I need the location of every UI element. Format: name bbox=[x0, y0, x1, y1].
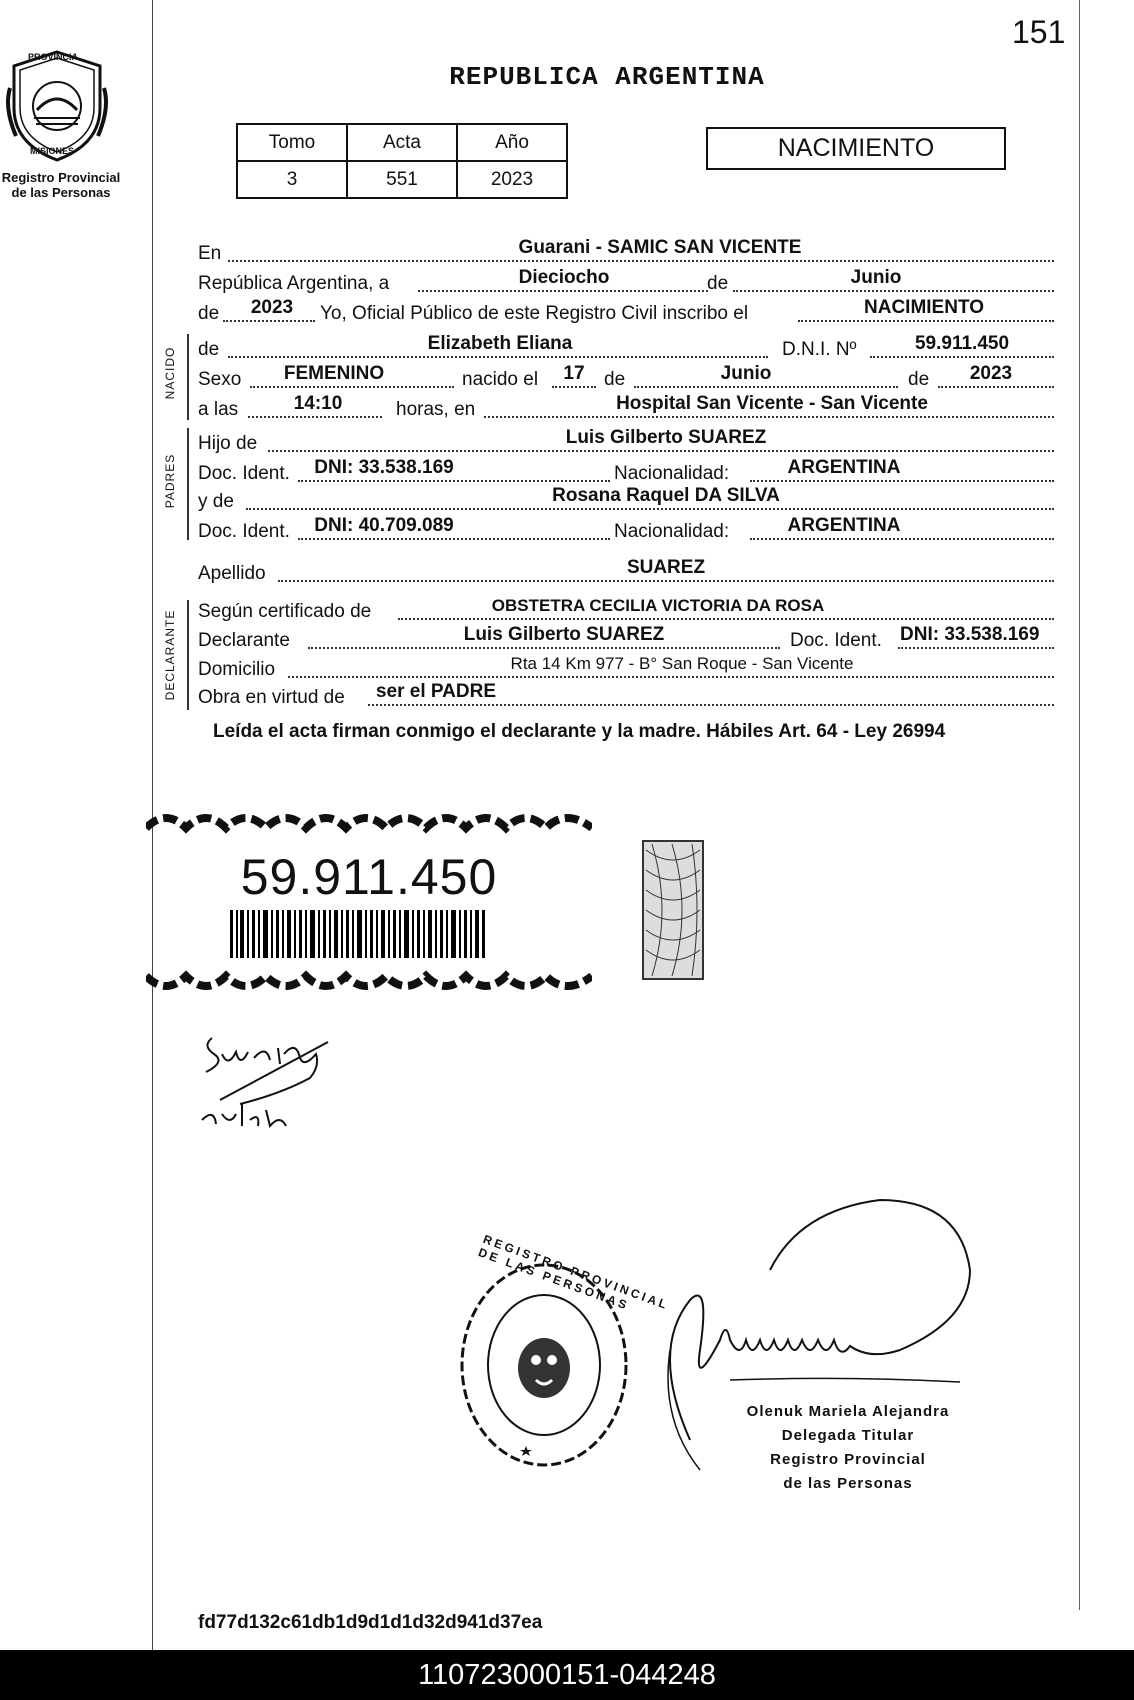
nacido-bar bbox=[187, 334, 189, 420]
month-value: Junio bbox=[850, 267, 902, 288]
ref-header-acta: Acta bbox=[347, 124, 457, 161]
reference-table bbox=[236, 123, 568, 199]
sticker-number: 59.911.450 bbox=[240, 849, 498, 905]
address-value: Rta 14 Km 977 - B° San Roque - San Vicente bbox=[510, 654, 854, 673]
barcode bbox=[230, 910, 486, 958]
birth-month: Junio bbox=[720, 363, 772, 384]
official-name-block bbox=[728, 1400, 968, 1496]
row-certificado: Según certificado de OBSTETRA CECILIA VICTORIA DA ROSA bbox=[198, 596, 1054, 622]
row-obra: Obra en virtud de ser el PADRE bbox=[198, 682, 1054, 708]
padres-bar bbox=[187, 428, 189, 540]
row-inscribo: de 2023 Yo, Oficial Público de este Registro Civil inscribo el NACIMIENTO bbox=[198, 298, 1054, 324]
child-name: Elizabeth Eliana bbox=[427, 333, 573, 354]
official-role: Delegada Titular bbox=[781, 1427, 915, 1444]
row-en: En Guarani - SAMIC SAN VICENTE bbox=[198, 238, 1054, 264]
closing-statement: Leída el acta firman conmigo el declarante y la madre. Hábiles Art. 64 - Ley 26994 bbox=[213, 721, 946, 742]
row-madre-doc: Doc. Ident. DNI: 40.709.089 Nacionalidad: ARGENTINA bbox=[198, 516, 1054, 542]
birth-day: 17 bbox=[563, 363, 585, 384]
row-padre: Hijo de Luis Gilberto SUAREZ bbox=[198, 428, 1054, 454]
padres-label: PADRES bbox=[163, 453, 177, 509]
right-margin-line bbox=[1079, 0, 1080, 1610]
row-padre-doc: Doc. Ident. DNI: 33.538.169 Nacionalidad: ARGENTINA bbox=[198, 458, 1054, 484]
inscribo-value: NACIMIENTO bbox=[864, 297, 984, 318]
ref-value-tomo: 3 bbox=[237, 161, 347, 198]
sex-value: FEMENINO bbox=[283, 363, 385, 384]
page-number: 151 bbox=[1012, 14, 1066, 50]
row-hora: a las 14:10 horas, en Hospital San Vicente - San Vicente bbox=[198, 394, 1054, 420]
row-sexo: Sexo FEMENINO nacido el 17 de Junio de 2023 bbox=[198, 364, 1054, 390]
logo-seal-bottom: MISIONES bbox=[30, 146, 75, 156]
father-doc: DNI: 33.538.169 bbox=[314, 457, 454, 478]
declarant-signatures bbox=[200, 1024, 370, 1134]
official-org-2: de las Personas bbox=[783, 1475, 913, 1492]
row-declarante: Declarante Luis Gilberto SUAREZ Doc. Ident. DNI: 33.538.169 bbox=[198, 625, 1054, 651]
birth-place: Hospital San Vicente - San Vicente bbox=[616, 393, 928, 414]
row-domicilio: Domicilio Rta 14 Km 977 - B° San Roque - San Vicente bbox=[198, 654, 1054, 680]
ref-header-anio: Año bbox=[457, 124, 567, 161]
ref-value-acta: 551 bbox=[347, 161, 457, 198]
father-name: Luis Gilberto SUAREZ bbox=[565, 427, 767, 448]
year-value: 2023 bbox=[250, 297, 294, 318]
seal-text: REGISTRO PROVINCIAL DE LAS PERSONAS bbox=[476, 1232, 671, 1313]
birth-year: 2023 bbox=[969, 363, 1013, 384]
mother-doc: DNI: 40.709.089 bbox=[314, 515, 454, 536]
child-dni: 59.911.450 bbox=[914, 333, 1010, 354]
declarante-bar bbox=[187, 600, 189, 710]
capacity-value: ser el PADRE bbox=[375, 681, 497, 702]
surname-value: SUAREZ bbox=[626, 557, 706, 578]
row-madre: y de Rosana Raquel DA SILVA bbox=[198, 486, 1054, 512]
nacido-label: NACIDO bbox=[163, 346, 177, 400]
mother-nationality: ARGENTINA bbox=[787, 515, 901, 536]
document-title: REPUBLICA ARGENTINA bbox=[449, 62, 765, 92]
declarant-name: Luis Gilberto SUAREZ bbox=[463, 624, 665, 645]
declarant-doc: DNI: 33.538.169 bbox=[900, 624, 1040, 645]
father-nationality: ARGENTINA bbox=[787, 457, 901, 478]
footer-code: 110723000151-044248 bbox=[0, 1650, 1134, 1700]
official-name: Olenuk Mariela Alejandra bbox=[746, 1403, 950, 1420]
birth-time: 14:10 bbox=[293, 393, 343, 414]
day-value: Dieciocho bbox=[518, 267, 610, 288]
document-hash: fd77d132c61db1d9d1d1d32d941d37ea bbox=[198, 1612, 543, 1633]
certificate-value: OBSTETRA CECILIA VICTORIA DA ROSA bbox=[491, 596, 825, 615]
declarante-label: DECLARANTE bbox=[163, 609, 177, 701]
hologram bbox=[642, 840, 704, 980]
mother-name: Rosana Raquel DA SILVA bbox=[552, 485, 780, 506]
ref-header-tomo: Tomo bbox=[237, 124, 347, 161]
logo-seal-top: PROVINCIA bbox=[28, 52, 79, 62]
ref-value-anio: 2023 bbox=[457, 161, 567, 198]
official-org-1: Registro Provincial bbox=[770, 1451, 926, 1468]
row-republica: República Argentina, a Dieciocho de Junio bbox=[198, 268, 1054, 294]
logo-label: Registro Provincial de las Personas bbox=[1, 170, 121, 200]
place-value: Guarani - SAMIC SAN VICENTE bbox=[518, 237, 802, 258]
row-apellido: Apellido SUAREZ bbox=[198, 558, 1054, 584]
row-nombre: de Elizabeth Eliana D.N.I. Nº 59.911.450 bbox=[198, 334, 1054, 360]
record-type-box: NACIMIENTO bbox=[706, 127, 1006, 170]
